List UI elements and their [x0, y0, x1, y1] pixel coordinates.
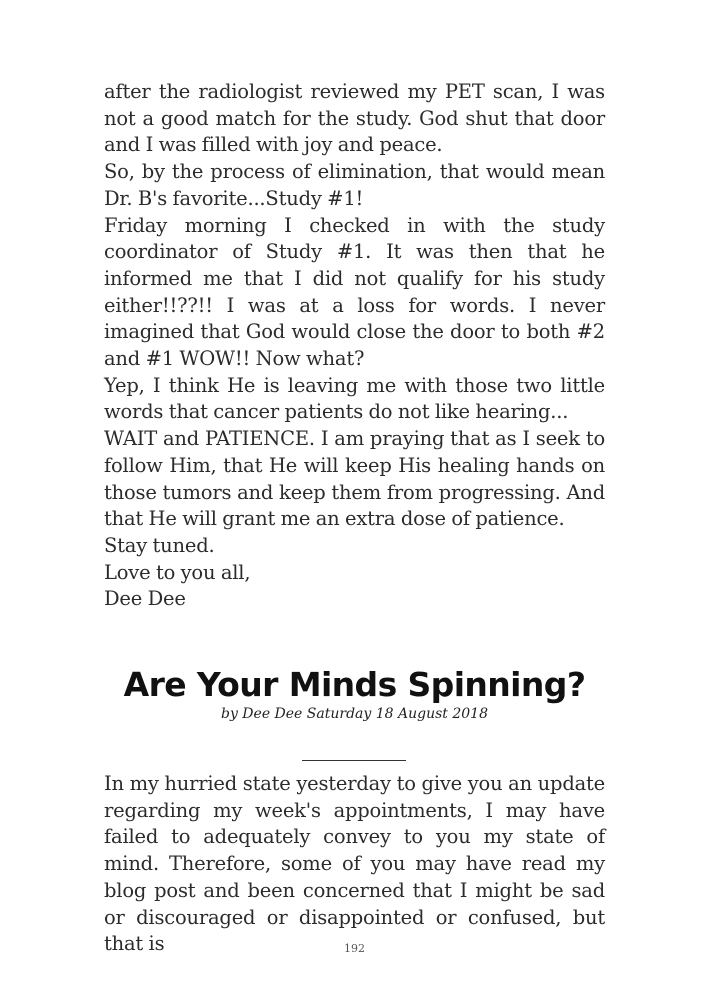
paragraph: Yep, I think He is leaving me with those two little words that cancer patients do not like hearing... — [104, 373, 605, 424]
paragraph: Friday morning I checked in with the study coordinator of Study #1. It was then that he informed me that I did not qualify for his study either!!??!! I was at a loss for words. I never imagined that God would close the door to both #2 and #1 WOW!! Now what? — [104, 213, 605, 371]
paragraph: WAIT and PATIENCE. I am praying that as I seek to follow Him, that He will keep His healing hands on those tumors and keep them from progressing. And that He will grant me an extra dose of patience. — [104, 427, 605, 531]
post-byline: by Dee Dee Saturday 18 August 2018 — [220, 706, 488, 723]
post-body: In my hurried state yesterday to give you an update regarding my week's appointments, I may have failed to adequately convey to you my state of mind. Therefore, some of you may have read my blog post and been concerned that I might be sad or discouraged or disappointed or confused, but that is — [104, 772, 605, 956]
page-number: 192 — [344, 942, 365, 955]
section-spacer — [104, 613, 605, 665]
divider-area — [104, 723, 605, 771]
post-title: Are Your Minds Spinning? — [123, 665, 586, 705]
paragraph: Love to you all, — [104, 560, 251, 584]
section-divider — [302, 760, 406, 761]
paragraph: So, by the process of elimination, that would mean Dr. B's favorite...Study #1! — [104, 160, 605, 210]
paragraph: Stay tuned. — [104, 533, 215, 557]
page-content — [104, 79, 605, 958]
signature-line: Dee Dee — [104, 587, 186, 611]
paragraph: after the radiologist reviewed my PET scan, I was not a good match for the study. God shut that door and I was filled with joy and peace. — [104, 80, 605, 157]
